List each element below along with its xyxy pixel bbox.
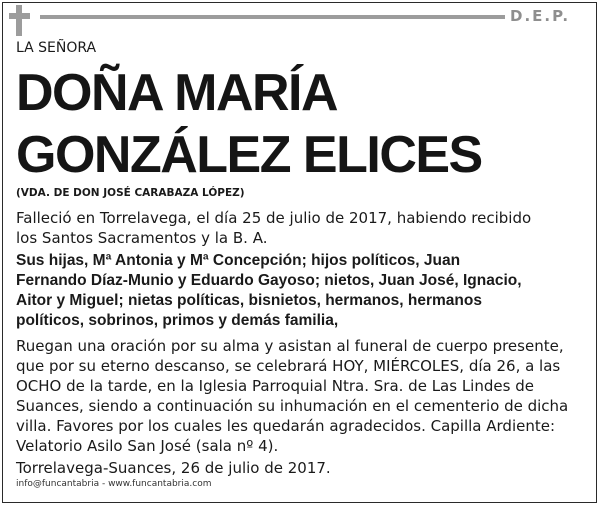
honorific: LA SEÑORA	[16, 40, 97, 56]
place-date: Torrelavega-Suances, 26 de julio de 2017.	[16, 459, 331, 477]
family-paragraph: Sus hijas, Mª Antonia y Mª Concepción; hijos políticos, Juan Fernando Díaz-Munio y Eduardo Gayoso; nietos, Juan José, Ignacio, Aitor y Miguel; nietas políticas, bisnietos, hermanos, hermanos políticos, sobrinos, primos y demás familia,	[16, 252, 522, 329]
widow-note: (VDA. DE DON JOSÉ CARABAZA LÓPEZ)	[16, 187, 245, 199]
deceased-name-line1: DOÑA MARÍA	[16, 64, 338, 122]
dep-label: D.E.P.	[510, 7, 571, 25]
deceased-name-line2: GONZÁLEZ ELICES	[16, 126, 482, 184]
funeral-request-paragraph: Ruegan una oración por su alma y asistan al funeral de cuerpo presente, que por su eterno descanso, se celebrará HOY, MIÉRCOLES, día 26, a las OCHO de la tarde, en la Iglesia Parroquial Ntra. Sra. de Las Lindes de Suances, siendo a continuación su inhumación en el cementerio de dicha villa. Favores por los cuales les quedarán agradecidos. Capilla Ardiente: Velatorio Asilo San José (sala nº 4).	[16, 337, 569, 455]
death-paragraph: Falleció en Torrelavega, el día 25 de julio de 2017, habiendo recibido los Santos Sacramentos y la B. A.	[16, 209, 532, 247]
header-divider	[40, 15, 505, 19]
contact-info: info@funcantabria - www.funcantabria.com	[16, 479, 212, 489]
